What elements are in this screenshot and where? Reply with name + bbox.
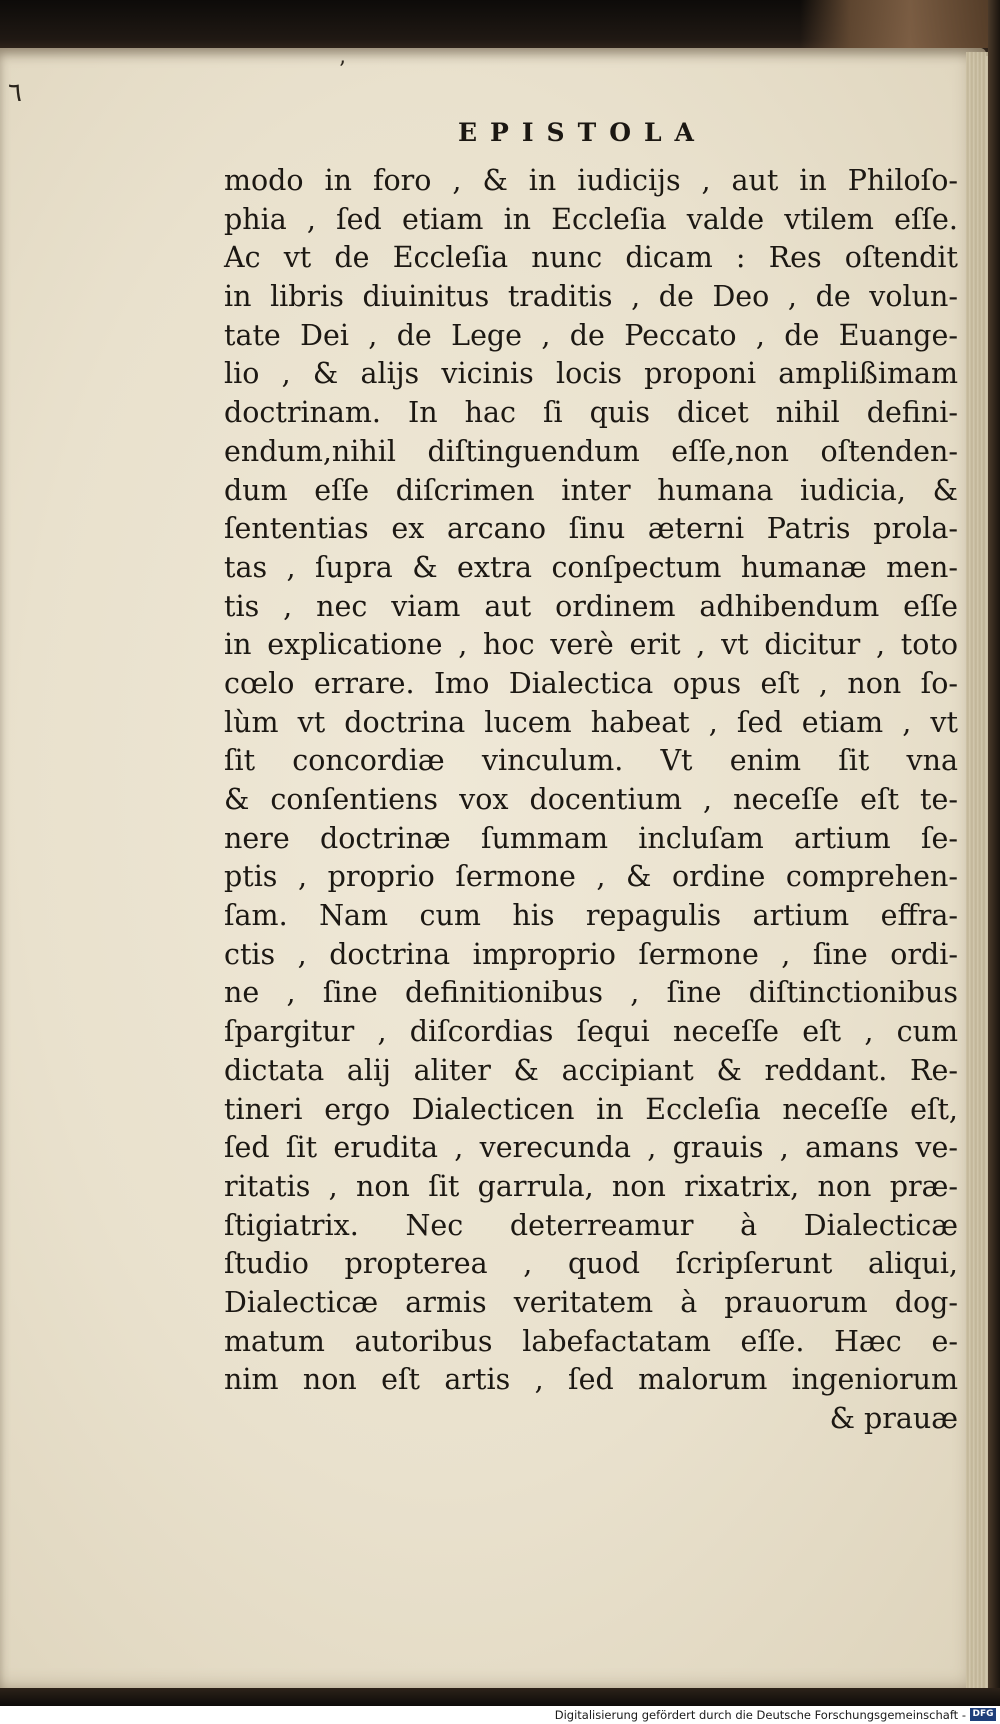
text-line: nim non eſt artis , ſed malorum ingeniorum [224, 1363, 958, 1397]
margin-top-mark: ʼ [338, 58, 345, 83]
text-line: tineri ergo Dialecticen in Eccleſia neceſſe eſt, [224, 1092, 958, 1126]
text-line: endum,nihil diſtinguendum eſſe,non oſtenden- [224, 434, 958, 468]
text-line: ſpargitur , diſcordias ſequi neceſſe eſt , cum [224, 1015, 958, 1049]
text-line: ſit concordiæ vinculum. Vt enim ſit vna [224, 744, 958, 778]
text-line: dictata alij aliter & accipiant & reddant. Re- [224, 1053, 958, 1087]
running-head: EPISTOLA [458, 118, 707, 147]
text-line: ſententias ex arcano ſinu æterni Patris prola- [224, 512, 958, 546]
margin-corner-mark: ٦ [8, 78, 22, 108]
text-line: in libris diuinitus traditis , de Deo , de volun- [224, 280, 958, 314]
catchword: & prauæ [829, 1402, 958, 1435]
text-line: dum eſſe diſcrimen inter humana iudicia, & [224, 473, 958, 507]
dfg-logo: DFG [970, 1708, 996, 1721]
text-line: ſtudio propterea , quod ſcripſerunt aliqui, [224, 1247, 958, 1281]
page-edges [966, 52, 988, 1688]
scan-right-border [988, 0, 1000, 1724]
text-line: cœlo errare. Imo Dialectica opus eſt , non ſo- [224, 666, 958, 700]
text-line: doctrinam. In hac ſi quis dicet nihil defini- [224, 396, 958, 430]
text-line: modo in foro , & in iudicijs , aut in Philoſo- [224, 164, 958, 197]
text-line: & conſentiens vox docentium , neceſſe eſt te- [224, 783, 958, 816]
text-line: Dialecticæ armis veritatem à prauorum dog- [224, 1285, 958, 1319]
text-line: lio , & alijs vicinis locis proponi amplißimam [224, 357, 958, 391]
text-line: tate Dei , de Lege , de Peccato , de Euange- [224, 318, 958, 352]
text-line: ptis , proprio ſermone , & ordine comprehen- [224, 860, 958, 894]
text-line: nere doctrinæ ſummam incluſam artium ſe- [224, 821, 958, 855]
text-line: ſtigiatrix. Nec deterreamur à Dialecticæ [224, 1208, 958, 1242]
funding-credit: Digitalisierung gefördert durch die Deutsche Forschungsgemeinschaft - [554, 1708, 966, 1722]
book-binding [800, 0, 1000, 48]
text-line: Ac vt de Eccleſia nunc dicam : Res oſtendit [224, 241, 958, 275]
text-line: matum autoribus labefactatam eſſe. Hæc e- [224, 1324, 958, 1358]
text-line: ne , ſine definitionibus , ſine diſtinctionibus [224, 976, 958, 1010]
text-line: lùm vt doctrina lucem habeat , ſed etiam , vt [224, 705, 958, 739]
text-line: phia , ſed etiam in Eccleſia valde vtilem eſſe. [224, 202, 958, 236]
scan-bottom-border [0, 1688, 1000, 1706]
text-line: ritatis , non ſit garrula, non rixatrix, non præ- [224, 1169, 958, 1203]
text-line: ſed ſit erudita , verecunda , grauis , amans ve- [224, 1131, 958, 1165]
text-line: ctis , doctrina improprio ſermone , ſine ordi- [224, 937, 958, 971]
text-line: tis , nec viam aut ordinem adhibendum eſſe [224, 589, 958, 623]
text-line: tas , ſupra & extra conſpectum humanæ men- [224, 550, 958, 584]
text-line: in explicatione , hoc verè erit , vt dicitur , toto [224, 628, 958, 662]
text-line: ſam. Nam cum his repagulis artium effra- [224, 899, 958, 933]
body-text [224, 162, 958, 1439]
